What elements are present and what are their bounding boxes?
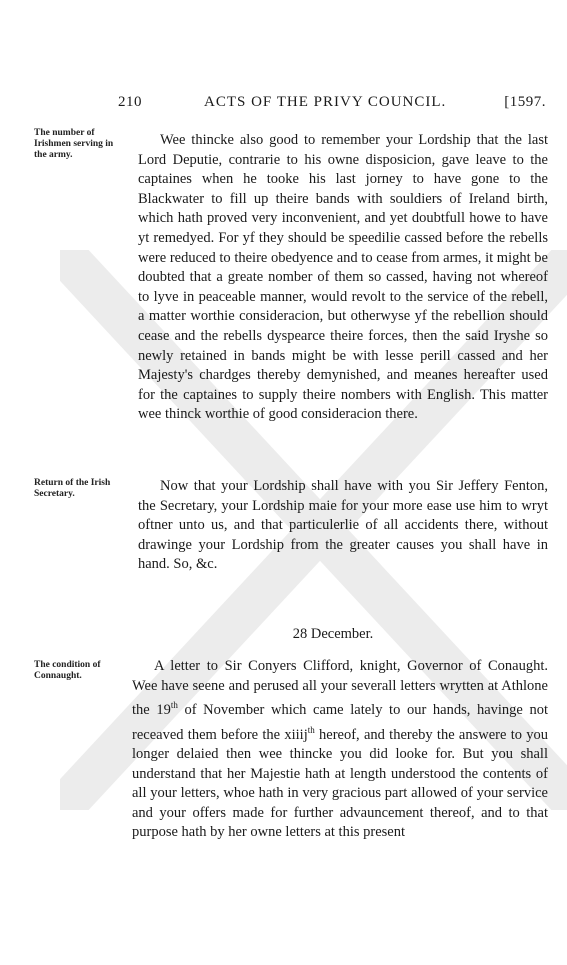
superscript-th-1: th (170, 700, 178, 711)
superscript-th-2: th (307, 724, 315, 735)
connaught-text-part-1: A letter to Sir Conyers Clifford, knight, Governor of Conaught. Wee have seene and perused all your severall letters wrytten at Athlone the 19 (132, 658, 548, 719)
margin-note-irishmen: The number of Irishmen serving in the army. (34, 128, 114, 160)
running-head (118, 94, 546, 116)
running-title: ACTS OF THE PRIVY COUNCIL. (204, 94, 447, 110)
connaught-text-part-3: hereof, and thereby the answere to you longer delaied then wee thincke you did looke for. But you shall understand that her Majestie hath at length understood the contents of all your letters, whoe hath in very gracious part allowed of your service and your offers made for further advauncement thereof, and to that purpose hath by her owne letters at this present (132, 726, 549, 841)
date-heading: 28 December. (292, 626, 374, 642)
margin-note-secretary: Return of the Irish Secretary. (34, 478, 111, 499)
paragraph-secretary-return: Now that your Lordship shall have with you Sir Jeffery Fenton, the Secretary, your Lordship maie for your more ease use him to wryt oftner unto us, and that particulerlie of all accidents there, without drawinge your Lordship from the greater causes you shall have in hand. So, &c. (138, 478, 548, 573)
margin-note-connaught: The condition of Connaught. (34, 660, 101, 681)
paragraph-irish-bands: Wee thincke also good to remember your Lordship that the last Lord Deputie, contrarie to his owne disposicion, gave leave to the captaines when he tooke his last jorney to have gone to the Blackwater to fill up theire bands with souldiers of Ireland birth, which hath proved very inconvenient, and yet doubtfull howe to have yt remedyed. For yf they should be speedilie cassed before the rebells were reduced to theire obedyence and to cease from armes, it might be doubted that a greate nomber of them so cassed, having not whereof to lyve in peaceable manner, would revolt to the service of the rebell, a matter worthie consideracion, but otherwyse yf the rebellion should cease and the rebells dyspearce theire forces, then the said Iryshe so newly retained in bands might be with lesse perill cassed and her Majesty's chardges thereby demynished, and meanes hereafter used for the captaines to supply theire nombers with English. This matter wee thinck worthie of good consideracion there. (138, 132, 548, 423)
connaught-text-part-2: of November which came lately to our hands, havinge not receaved them before the xiiij (132, 702, 549, 743)
page-number: 210 (118, 94, 142, 110)
running-year: [1597. (504, 94, 546, 110)
paragraph-connaught-letter (132, 657, 548, 843)
